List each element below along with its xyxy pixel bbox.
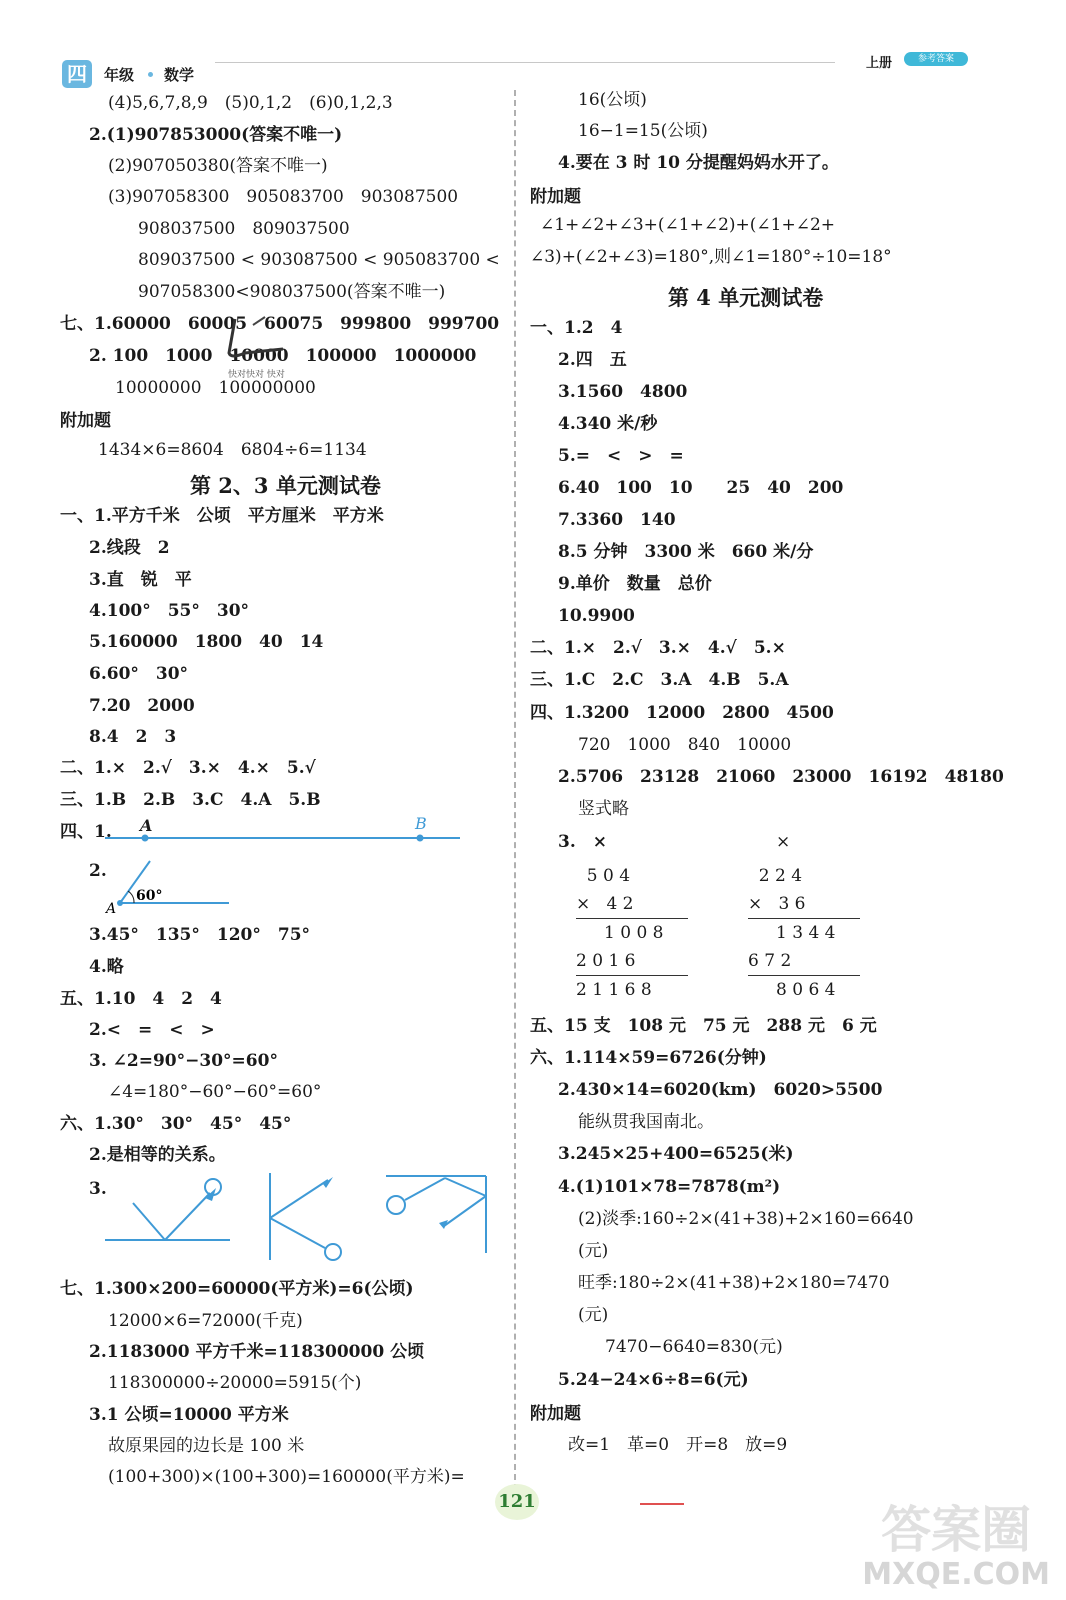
right-answer-line: × <box>776 832 791 852</box>
right-answer-line: 旺季:180÷2×(41+38)+2×180=7470 <box>578 1273 890 1293</box>
left-answer-line: 907058300<908037500(答案不唯一) <box>138 282 446 302</box>
left-answer-line: 故原果园的边长是 100 米 <box>108 1436 305 1456</box>
right-answer-line: 8.5 分钟 3300 米 660 米/分 <box>558 542 814 562</box>
mult2-row: 2 2 4 <box>748 866 803 886</box>
right-answer-line: 附加题 <box>530 1404 581 1424</box>
volume-label: 上册 <box>866 56 893 71</box>
left-answer-line: 10000000 100000000 <box>115 378 316 398</box>
right-answer-line: 16−1=15(公顷) <box>578 121 708 141</box>
left-answer-line: 2.是相等的关系。 <box>89 1145 226 1165</box>
left-answer-line: 2.1183000 平方千米=118300000 公顷 <box>89 1342 425 1362</box>
left-answer-line: 附加题 <box>60 411 111 431</box>
left-answer-line: 809037500 < 903087500 < 905083700 < <box>138 250 500 270</box>
section-title-2-3: 第 2、3 单元测试卷 <box>190 473 381 498</box>
right-answer-line: 2.430×14=6020(km) 6020>5500 <box>558 1080 883 1100</box>
left-answer-line: 12000×6=72000(千克) <box>108 1311 303 1331</box>
figure-line-ab <box>100 812 465 852</box>
right-answer-line: 7.3360 140 <box>558 510 676 530</box>
left-answer-line: 2.< = < > <box>89 1020 215 1040</box>
right-answer-line: 二、1.× 2.√ 3.× 4.√ 5.× <box>530 638 786 658</box>
left-answer-line: 3. <box>89 1179 107 1199</box>
hand-note: 快对快对 快对 <box>228 370 285 380</box>
left-answer-line: (4)5,6,7,8,9 (5)0,1,2 (6)0,1,2,3 <box>108 93 393 113</box>
scribble-mark <box>225 313 295 363</box>
left-answer-line: 3.直 锐 平 <box>89 570 192 590</box>
right-answer-line: 5.= < > = <box>558 446 684 466</box>
left-answer-line: 4.略 <box>89 957 124 977</box>
watermark-logo: 答案圈 <box>881 1501 1032 1559</box>
mult1-row: × 4 2 <box>576 890 688 919</box>
mult1-row: 1 0 0 8 <box>604 923 664 943</box>
right-answer-line: 4.要在 3 时 10 分提醒妈妈水开了。 <box>558 153 839 173</box>
left-answer-line: 七、1.300×200=60000(平方米)=6(公顷) <box>60 1279 414 1299</box>
right-answer-line: ∠1+∠2+∠3+(∠1+∠2)+(∠1+∠2+ <box>540 215 836 235</box>
left-answer-line: 118300000÷20000=5915(个) <box>108 1373 362 1393</box>
left-answer-line: 2.线段 2 <box>89 538 170 558</box>
figure-reflections <box>100 1168 495 1268</box>
mult1-row: 2 1 1 6 8 <box>576 980 652 1000</box>
right-answer-line: 4.(1)101×78=7878(m²) <box>558 1177 781 1197</box>
mult2-row: 6 7 2 <box>748 947 860 976</box>
mult1-row: 2 0 1 6 <box>576 947 688 976</box>
left-answer-line: 6.60° 30° <box>89 664 189 684</box>
left-answer-line: ∠4=180°−60°−60°=60° <box>108 1082 322 1102</box>
left-answer-line: 2. 100 1000 10000 100000 1000000 <box>89 346 477 366</box>
right-answer-line: 6.40 100 10 25 40 200 <box>558 478 844 498</box>
left-answer-line: 四、1. <box>60 822 112 842</box>
right-answer-line: 能纵贯我国南北。 <box>578 1112 714 1132</box>
left-answer-line: 3. ∠2=90°−30°=60° <box>89 1051 278 1071</box>
left-answer-line: 二、1.× 2.√ 3.× 4.× 5.√ <box>60 758 316 778</box>
right-answer-line: 2.5706 23128 21060 23000 16192 48180 <box>558 767 1004 787</box>
right-answer-line: 改=1 革=0 开=8 放=9 <box>568 1435 788 1455</box>
right-answer-line: 5.24−24×6÷8=6(元) <box>558 1370 749 1390</box>
right-answer-line: 一、1.2 4 <box>530 318 623 338</box>
left-answer-line: 七、1.60000 60005 60075 999800 999700 <box>60 314 500 334</box>
right-answer-line: 16(公顷) <box>578 90 647 110</box>
page-number: 121 <box>495 1484 539 1520</box>
right-answer-line: 2.四 五 <box>558 350 627 370</box>
figure-angle-60 <box>104 855 234 915</box>
left-answer-line: (2)907050380(答案不唯一) <box>108 156 328 176</box>
left-answer-line: 三、1.B 2.B 3.C 4.A 5.B <box>60 790 321 810</box>
watermark <box>862 1502 1050 1592</box>
left-answer-line: 8.4 2 3 <box>89 727 177 747</box>
right-answer-line: 竖式略 <box>578 799 629 819</box>
left-answer-line: 2. <box>89 861 107 881</box>
column-divider <box>514 90 516 1490</box>
grade-badge: 四 <box>62 60 92 88</box>
right-answer-line: 四、1.3200 12000 2800 4500 <box>530 703 834 723</box>
header-rule <box>215 62 835 63</box>
right-answer-line: (2)淡季:160÷2×(41+38)+2×160=6640 <box>578 1209 914 1229</box>
left-answer-line: (3)907058300 905083700 903087500 <box>108 187 459 207</box>
right-answer-line: (元) <box>578 1241 609 1261</box>
right-answer-line: 五、15 支 108 元 75 元 288 元 6 元 <box>530 1016 877 1036</box>
header-dot <box>148 72 153 77</box>
angle-label: 60° <box>136 888 163 904</box>
subject-label: 数学 <box>164 66 195 84</box>
mult2-row: × 3 6 <box>748 890 860 919</box>
grade-label: 年级 <box>104 66 135 84</box>
mult2-row: 1 3 4 4 <box>776 923 836 943</box>
right-answer-line: 9.单价 数量 总价 <box>558 574 712 594</box>
left-answer-line: 5.160000 1800 40 14 <box>89 632 324 652</box>
left-answer-line: (100+300)×(100+300)=160000(平方米)= <box>108 1467 465 1487</box>
right-answer-line: 7470−6640=830(元) <box>605 1337 783 1357</box>
left-answer-line: 2.(1)907853000(答案不唯一) <box>89 125 343 145</box>
left-answer-line: 五、1.10 4 2 4 <box>60 989 222 1009</box>
footer-accent-rule <box>640 1503 684 1505</box>
vertical-mult-2 <box>748 862 860 1004</box>
right-answer-line: 3.245×25+400=6525(米) <box>558 1144 794 1164</box>
right-answer-line: ∠3)+(∠2+∠3)=180°,则∠1=180°÷10=18° <box>530 247 892 267</box>
point-a-label: A <box>140 816 153 835</box>
right-answer-line: 3. × <box>558 832 607 852</box>
vertex-a-label: A <box>106 901 117 915</box>
vertical-mult-1 <box>576 862 688 1004</box>
left-answer-line: 7.20 2000 <box>89 696 195 716</box>
point-b-label: B <box>415 814 427 833</box>
right-answer-line: 4.340 米/秒 <box>558 414 658 434</box>
right-answer-line: 3.1560 4800 <box>558 382 688 402</box>
watermark-url: MXQE.COM <box>862 1557 1050 1592</box>
left-answer-line: 六、1.30° 30° 45° 45° <box>60 1114 292 1134</box>
left-answer-line: 4.100° 55° 30° <box>89 601 250 621</box>
right-answer-line: 三、1.C 2.C 3.A 4.B 5.A <box>530 670 789 690</box>
right-answer-line: 六、1.114×59=6726(分钟) <box>530 1048 767 1068</box>
mult2-row: 8 0 6 4 <box>776 980 836 1000</box>
left-answer-line: 908037500 809037500 <box>138 219 350 239</box>
left-answer-line: 3.1 公顷=10000 平方米 <box>89 1405 289 1425</box>
section-title-4: 第 4 单元测试卷 <box>668 285 824 310</box>
left-answer-line: 3.45° 135° 120° 75° <box>89 925 311 945</box>
right-answer-line: 720 1000 840 10000 <box>578 735 792 755</box>
answer-pill: 参考答案 <box>904 52 968 66</box>
right-answer-line: 附加题 <box>530 187 581 207</box>
right-answer-line: 10.9900 <box>558 606 635 626</box>
mult1-row: 5 0 4 <box>576 866 631 886</box>
left-answer-line: 1434×6=8604 6804÷6=1134 <box>98 440 367 460</box>
right-answer-line: (元) <box>578 1305 609 1325</box>
left-answer-line: 一、1.平方千米 公顷 平方厘米 平方米 <box>60 506 384 526</box>
